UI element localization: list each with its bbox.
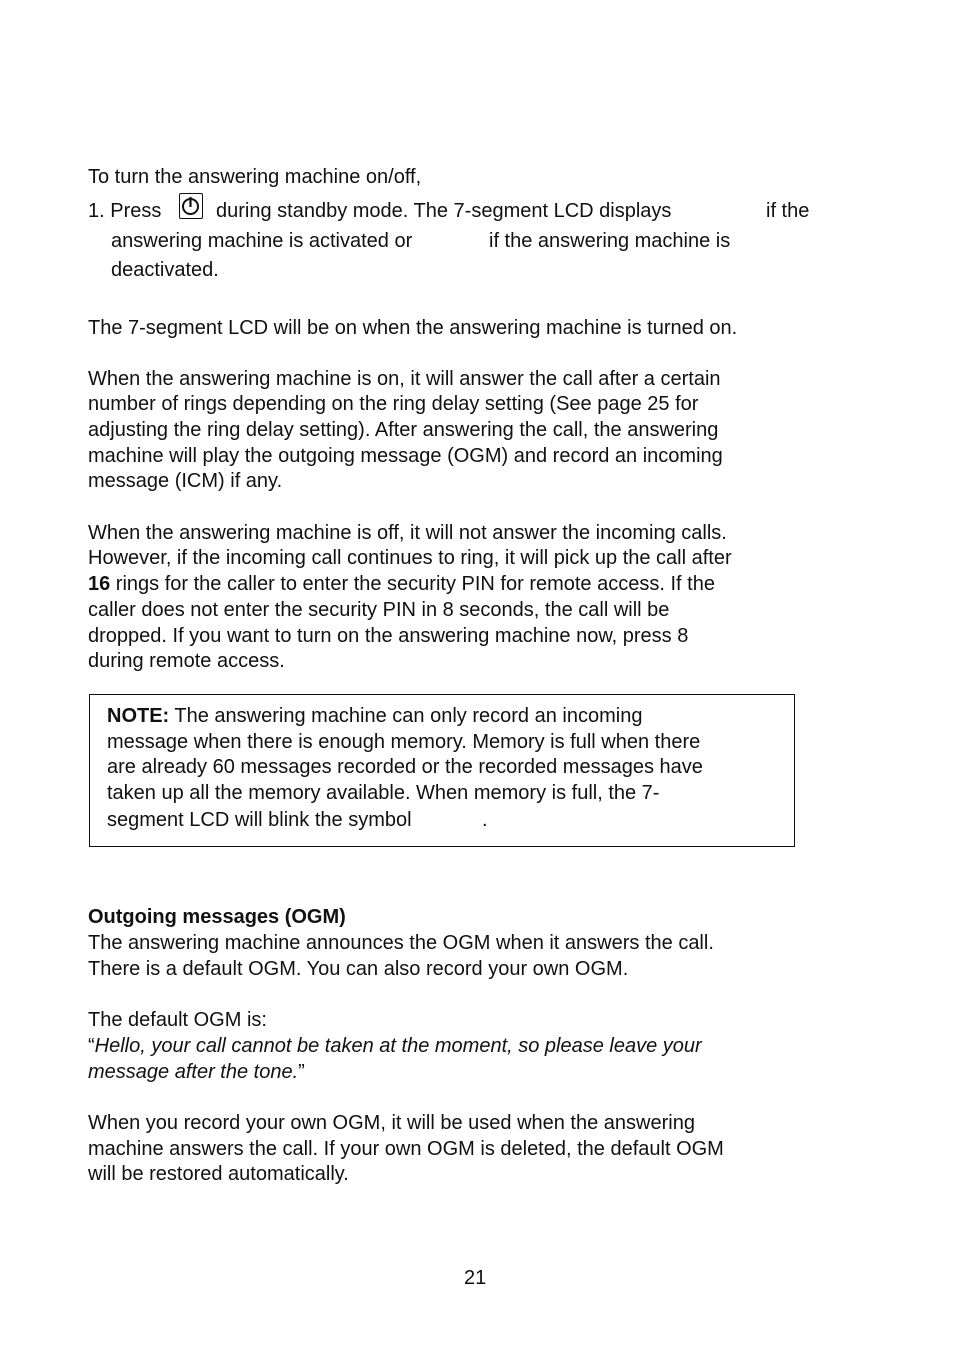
ogm-heading: Outgoing messages (OGM) (88, 906, 346, 928)
step1-line1: during standby mode. The 7-segment LCD displays (216, 200, 672, 222)
default-ogm-quote (88, 1060, 305, 1086)
note-line-end: . (482, 809, 488, 831)
step1-line3: deactivated. (111, 259, 219, 281)
note-line: are already 60 messages recorded or the recorded messages have (107, 756, 703, 778)
power-icon (179, 193, 203, 219)
off-line: during remote access. (88, 650, 285, 672)
note-line: message when there is enough memory. Memory is full when there (107, 731, 701, 753)
on-line: machine will play the outgoing message (OGM) and record an incoming (88, 445, 723, 467)
default-ogm-quote (88, 1034, 702, 1060)
step1-press: 1. Press (88, 200, 162, 222)
on-line: number of rings depending on the ring delay setting (See page 25 for (88, 393, 699, 415)
off-line: dropped. If you want to turn on the answering machine now, press 8 (88, 625, 689, 647)
on-line: adjusting the ring delay setting). After answering the call, the answering (88, 419, 719, 441)
note-line: taken up all the memory available. When memory is full, the 7- (107, 782, 660, 804)
on-line: message (ICM) if any. (88, 470, 283, 492)
off-line: When the answering machine is off, it will not answer the incoming calls. (88, 522, 727, 544)
quote-text: Hello, your call cannot be taken at the moment, so please leave your (94, 1035, 702, 1057)
ring-count: 16 (88, 573, 111, 595)
note-label: NOTE: (107, 705, 170, 727)
lcd-paragraph: The 7-segment LCD will be on when the answering machine is turned on. (88, 317, 738, 339)
default-ogm-label: The default OGM is: (88, 1009, 267, 1031)
ogm-intro-line: The answering machine announces the OGM when it answers the call. (88, 932, 714, 954)
ogm-intro-line: There is a default OGM. You can also record your own OGM. (88, 958, 629, 980)
quote-close: ” (298, 1061, 305, 1083)
off-line: However, if the incoming call continues to ring, it will pick up the call after (88, 547, 732, 569)
page-number: 21 (464, 1267, 487, 1289)
off-line: caller does not enter the security PIN in 8 seconds, the call will be (88, 599, 670, 621)
own-ogm-line: When you record your own OGM, it will be used when the answering (88, 1112, 695, 1134)
step1-line2b: if the answering machine is (489, 230, 731, 252)
quote-text: message after the tone. (88, 1061, 299, 1083)
on-line: When the answering machine is on, it will answer the call after a certain (88, 368, 721, 390)
step1-line1-end: if the (766, 200, 810, 222)
own-ogm-line: machine answers the call. If your own OGM is deleted, the default OGM (88, 1138, 724, 1160)
note-line1: The answering machine can only record an incoming (169, 705, 643, 727)
off-line (88, 572, 715, 598)
note-line (107, 704, 642, 730)
quote-open: “ (88, 1035, 95, 1057)
off-line-rest: rings for the caller to enter the security PIN for remote access. If the (110, 573, 715, 595)
step1-line2a: answering machine is activated or (111, 230, 413, 252)
intro-text: To turn the answering machine on/off, (88, 166, 422, 188)
own-ogm-line: will be restored automatically. (88, 1163, 349, 1185)
note-line: segment LCD will blink the symbol (107, 809, 412, 831)
